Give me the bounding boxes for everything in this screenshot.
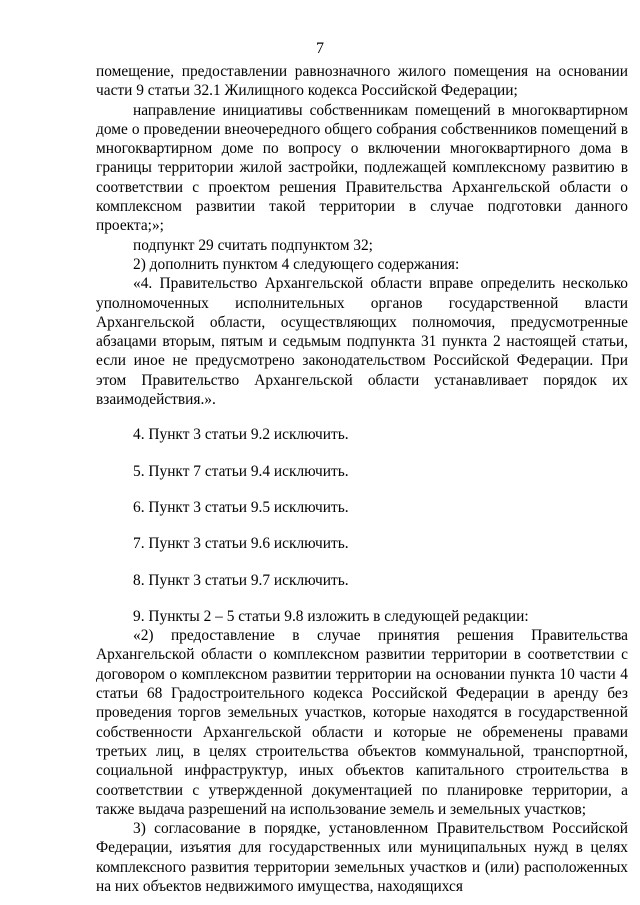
paragraph-subclause-renumber: подпункт 29 считать подпунктом 32; <box>133 236 373 254</box>
paragraph-housing-premises: помещение, предоставлении равнозначного жилого помещения на основании части 9 статьи 32.1 Жилищного кодекса Российской Федерации; <box>96 63 628 100</box>
paragraph-subitem-2: «2) предоставление в случае принятия решения Правительства Архангельской области о комплексном развитии территории в соответствии с договором о комплексном развитии территории на основании пункта 10 части 4 статьи 68 Градостроительного кодекса Российской Федерации в аренду без проведения торгов земельных участков, которые находятся в государственной собственности Архангельской области и которые не обременены правами третьих лиц, в целях строительства объектов коммунальной, транспортной, социальной инфраструктур, иных объектов капитального строительства в соответствии с утвержденной документацией по планировке территории, а также выдача разрешений на использование земель и земельных участков; <box>96 627 628 818</box>
document-body <box>96 62 628 896</box>
paragraph-add-clause-4: 2) дополнить пунктом 4 следующего содержания: <box>133 255 460 273</box>
paragraph-initiative-direction: направление инициативы собственникам помещений в многоквартирном доме о проведении внеочередного общего собрания собственников помещений в многоквартирном доме по вопросу о включении многоквартирного дома в границы территории жилой застройки, подлежащей комплексному развитию в соответствии с проектом решения Правительства Архангельской области о комплексном развитии такой территории в случае подготовки данного проекта;»; <box>96 101 628 235</box>
paragraph-subitem-3: 3) согласование в порядке, установленном Правительством Российской Федерации, изъятия для государственных или муниципальных нужд в целях комплексного развития территории земельных участков и (или) расположенных на них объектов недвижимого имущества, находящихся <box>96 820 628 895</box>
paragraph-clause-4-text: «4. Правительство Архангельской области вправе определить несколько уполномоченных исполнительных органов государственной власти Архангельской области, осуществляющих полномочия, предусмотренные абзацами вторым, пятым и седьмым подпункта 31 пункта 2 настоящей статьи, если иное не предусмотрено законодательством Российской Федерации. При этом Правительство Архангельской области устанавливает порядок их взаимодействия.». <box>96 275 628 409</box>
paragraph-item-4: 4. Пункт 3 статьи 9.2 исключить. <box>133 426 349 444</box>
paragraph-item-9: 9. Пункты 2 – 5 статьи 9.8 изложить в следующей редакции: <box>133 607 529 625</box>
paragraph-item-7: 7. Пункт 3 статьи 9.6 исключить. <box>133 535 349 553</box>
page-number: 7 <box>316 40 324 57</box>
paragraph-item-8: 8. Пункт 3 статьи 9.7 исключить. <box>133 571 349 589</box>
paragraph-item-6: 6. Пункт 3 статьи 9.5 исключить. <box>133 498 349 516</box>
paragraph-item-5: 5. Пункт 7 статьи 9.4 исключить. <box>133 462 349 480</box>
